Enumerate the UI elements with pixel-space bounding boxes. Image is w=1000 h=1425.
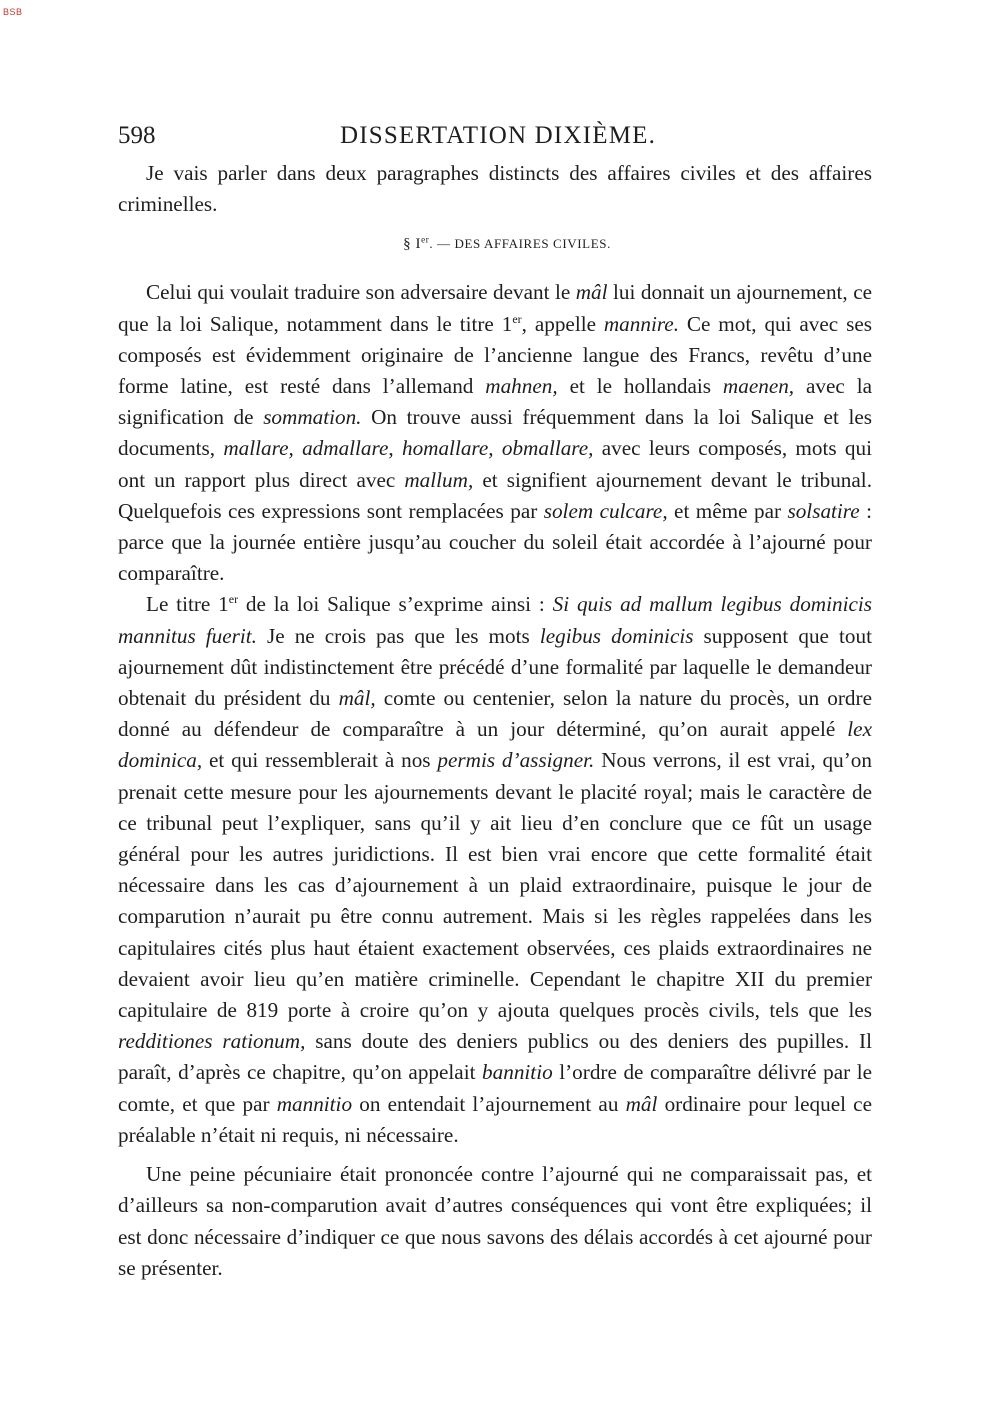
italic-text: mannire. <box>603 311 680 336</box>
text-run: et même par <box>667 498 788 523</box>
italic-text: mâl, <box>338 686 376 711</box>
text-run: , <box>388 436 402 461</box>
italic-text: maenen, <box>722 374 795 399</box>
text-run: l’ordre de comparaître délivré par le comte, et que par <box>118 1060 873 1116</box>
paragraph-4 <box>118 1159 872 1284</box>
text-run: supposent que tout ajournement dût indistinctement être précédé d’une formalité par laquelle le demandeur obtenait du président du <box>118 623 872 711</box>
section-number: § I <box>403 236 422 253</box>
text-run: avec la signification de <box>118 374 872 430</box>
superscript: er <box>228 592 239 607</box>
italic-text: mallare, admallare <box>223 436 389 461</box>
text-run: Je vais parler dans deux paragraphes distincts des affaires civiles et des affaires criminelles. <box>118 161 872 217</box>
page <box>118 118 872 1284</box>
paragraph-1 <box>118 158 872 220</box>
library-stamp: BSB <box>3 7 23 17</box>
italic-text: mâl <box>575 280 608 305</box>
italic-text: legibus dominicis <box>539 623 694 648</box>
section-title: . — DES AFFAIRES CIVILES. <box>429 236 611 252</box>
text-run: sans doute des deniers publics ou des deniers des pupilles. Il paraît, d’après ce chapitre, qu’on appelait <box>118 1029 872 1085</box>
italic-text: redditiones rationum, <box>118 1029 306 1054</box>
text-run: Nous verrons, il est vrai, qu’on prenait cette mesure pour les ajournements devant le placité royal; mais le caractère de ce tribunal peut l’expliquer, sans qu’il y ait lieu d’en conclure que ce fût un usage général pour les autres juridictions. Il est bien vrai encore que cette formalité était nécessaire dans les cas d’ajournement à un plaid extraordinaire, puisque le jour de comparution n’aurait pu être connu autrement. Mais si les règles rappelées dans les capitulaires cités plus haut étaient exactement observées, ces plaids extraordinaires ne devaient avoir lieu qu’en matière criminelle. Cependant le chapitre XII du premier capitulaire de 819 porte à croire qu’on y ajouta quelques procès civils, tels que les <box>118 748 872 1023</box>
section-heading <box>118 236 872 253</box>
text-run: comte ou centenier, selon la nature du procès, un ordre donné au défendeur de comparaître à un jour déterminé, qu’on aurait appelé <box>118 686 872 742</box>
italic-text: mâl <box>625 1091 658 1116</box>
running-title: DISSERTATION DIXIÈME. <box>339 122 657 149</box>
text-run: , appelle <box>521 311 604 336</box>
running-head <box>118 118 872 158</box>
section-number-sup: er <box>421 235 430 246</box>
italic-text: mannitio <box>276 1091 353 1116</box>
page-number: 598 <box>118 122 156 149</box>
italic-text: solem culcare, <box>543 498 668 523</box>
text-run: et signifient ajournement devant le tribunal. Quelquefois ces expressions sont remplacées par <box>118 467 872 523</box>
text-run: On trouve aussi fréquemment dans la loi Salique et les documents, <box>118 405 872 461</box>
text-run: ordinaire pour lequel ce préalable n’était ni requis, ni nécessaire. <box>118 1091 872 1147</box>
text-run: Ce mot, qui avec ses composés est évidemment originaire de l’ancienne langue des Francs, revêtu d’une forme latine, est resté dans l’allemand <box>118 311 872 399</box>
superscript: er <box>512 311 522 326</box>
italic-text: mahnen, <box>485 374 558 399</box>
paragraph-3 <box>118 589 872 1151</box>
text-run: Celui qui voulait traduire son adversaire devant le <box>146 280 576 305</box>
italic-text: permis d’assigner. <box>437 748 595 773</box>
italic-text: homallare, obmallare, <box>401 436 594 461</box>
italic-text: solsatire <box>787 498 860 523</box>
paragraph-2 <box>118 277 872 589</box>
text-run: lui donnait un ajournement, ce que la loi Salique, notamment dans le titre 1 <box>118 280 873 336</box>
text-run: Le titre 1 <box>146 592 229 617</box>
text-run: avec leurs composés, mots qui ont un rapport plus direct avec <box>118 436 872 492</box>
text-run: Une peine pécuniaire était prononcée contre l’ajourné qui ne comparaissait pas, et d’ailleurs sa non-comparution avait d’autres conséquences qui vont être expliquées; il est donc nécessaire d’indiquer ce que nous savons des délais accordés à cet ajourné pour se présenter. <box>118 1162 872 1280</box>
text-run: et qui ressemblerait à nos <box>202 748 438 773</box>
italic-text: bannitio <box>482 1060 553 1085</box>
text-run: on entendait l’ajournement au <box>352 1091 626 1116</box>
text-run: Je ne crois pas que les mots <box>256 623 540 648</box>
text-run: de la loi Salique s’exprime ainsi : <box>238 592 553 617</box>
text-run: : parce que la journée entière jusqu’au coucher du soleil était accordée à l’ajourné pour comparaître. <box>118 498 872 586</box>
text-run: et le hollandais <box>557 374 723 399</box>
italic-text: lex dominica, <box>118 717 872 773</box>
italic-text: Si quis ad mallum legibus dominicis mannitus fuerit. <box>118 592 872 648</box>
italic-text: sommation. <box>263 405 362 430</box>
italic-text: mallum, <box>404 467 474 492</box>
